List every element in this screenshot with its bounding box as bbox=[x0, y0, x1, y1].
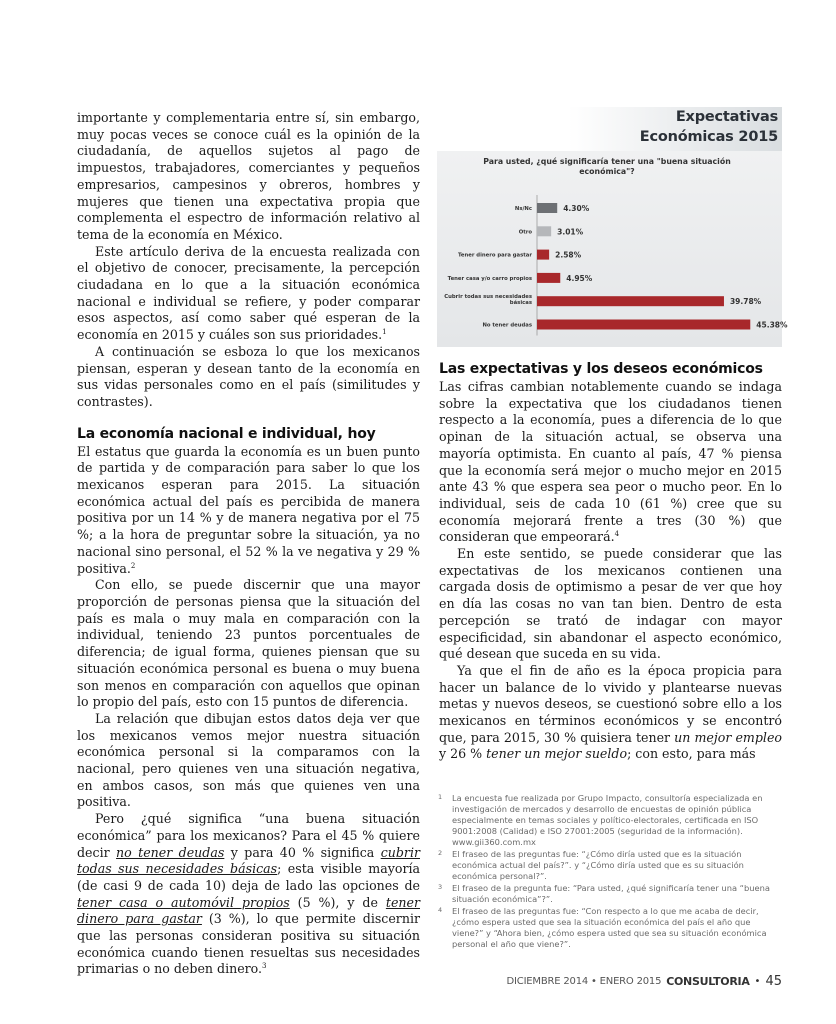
emphasis-text: no tener deudas bbox=[116, 844, 225, 860]
chart-bar bbox=[537, 273, 560, 283]
footnote-number: 1 bbox=[438, 793, 443, 801]
footnote-text: El fraseo de las preguntas fue: “¿Cómo diría usted que es la situación económica actual del país?”. y “¿Cómo diría usted que es su situación económica personal?”. bbox=[452, 849, 744, 881]
footnote-ref: 2 bbox=[130, 561, 136, 570]
footnote-ref: 4 bbox=[614, 530, 620, 539]
chart-value-label: 4.30% bbox=[563, 204, 590, 213]
footnote-ref: 1 bbox=[382, 327, 387, 336]
footnote-number: 2 bbox=[438, 849, 443, 857]
separator-bullet: • bbox=[754, 976, 761, 987]
left-column bbox=[77, 110, 420, 978]
paragraph bbox=[77, 577, 420, 711]
chart-value-label: 4.95% bbox=[566, 273, 593, 283]
emphasis-text: cubrir todas sus necesidades básicas bbox=[77, 844, 420, 877]
chart-bar bbox=[537, 296, 724, 306]
chart-value-label: 2.58% bbox=[555, 250, 582, 260]
footnote-text: El fraseo de las preguntas fue: “Con respecto a lo que me acaba de decir, ¿cómo espera usted que sea la situación económica del país el año que viene?” y “Ahora bien, ¿cómo espera usted que sea su situación económica personal el año que viene?”. bbox=[452, 906, 767, 949]
chart-category-label: No tener deudas bbox=[482, 322, 532, 329]
emphasis-text: un mejor empleo bbox=[674, 729, 782, 745]
paragraph-text: importante y complementaria entre sí, sin embargo, muy pocas veces se conoce cuál es la opinión de la ciudadanía, de aquellos sujetos al pago de impuestos, trabajadores, comerciantes y pequeños empresarios, campesinos y obreros, hombres y mujeres que tienen una expectativa propia que complementa el espectro de información relativo al tema de la economía en México. bbox=[77, 110, 420, 242]
chart-category-label: Tener dinero para gastar bbox=[457, 252, 532, 259]
emphasis-text: tener dinero para gastar bbox=[77, 894, 420, 927]
paragraph-text: ; esta visible mayoría (de casi 9 de cada 10) deja de lado las opciones de bbox=[77, 861, 420, 893]
paragraph-text: Las cifras cambian notablemente cuando se indaga sobre la expectativa que los ciudadanos tienen respecto a la economía, pues a diferencia de lo que opinan de la situación actual, se observa una mayoría optimista. En cuanto al país, 47 % piensa que la economía será mejor o mucho mejor en 2015 ante 43 % que espera sea peor o mucho peor. En lo individual, seis de cada 10 (61 %) cree que su economía mejorará frente a tres (30 %) que consideran que empeorará. bbox=[439, 379, 782, 545]
chart-title: Expectativas bbox=[675, 109, 778, 125]
chart-subtitle: Económicas 2015 bbox=[639, 129, 778, 145]
emphasis-text: tener casa o automóvil propios bbox=[77, 894, 290, 910]
paragraph bbox=[77, 711, 420, 811]
chart-value-label: 45.38% bbox=[756, 320, 788, 330]
page-footer bbox=[507, 974, 782, 989]
chart-question: Para usted, ¿qué significaría tener una "buena situación económica"? bbox=[483, 157, 731, 176]
paragraph-text: y para 40 % significa bbox=[224, 844, 381, 860]
page-number: 45 bbox=[765, 974, 782, 989]
paragraph-text: A continuación se esboza lo que los mexicanos piensan, esperan y desean tanto de la economía en sus vidas personales como en el país (similitudes y contrastes). bbox=[77, 343, 420, 409]
paragraph bbox=[77, 344, 420, 411]
footnotes bbox=[438, 793, 783, 951]
emphasis-text: tener un mejor sueldo bbox=[486, 746, 628, 762]
footnote-text: El fraseo de la pregunta fue: “Para usted, ¿qué significaría tener una “buena situación económica”?”. bbox=[452, 883, 770, 904]
chart-category-label: Ns/Nc bbox=[514, 206, 532, 212]
paragraph-text: La relación que dibujan estos datos deja ver que los mexicanos vemos mejor nuestra situación económica personal si la comparamos con la nacional, pero quienes ven una situación negativa, en ambos casos, son más que quienes ven una positiva. bbox=[77, 710, 420, 810]
paragraph bbox=[77, 244, 420, 344]
paragraph bbox=[439, 663, 782, 763]
footnote-ref: 3 bbox=[262, 962, 267, 971]
paragraph-text: y 26 % bbox=[439, 746, 487, 762]
section-heading: Las expectativas y los deseos económicos bbox=[439, 361, 763, 377]
chart-category-label: Cubrir todas sus necesidades básicas bbox=[444, 294, 532, 307]
chart-bar bbox=[537, 320, 750, 330]
chart-value-label: 39.78% bbox=[729, 297, 762, 307]
chart-category-label: Otro bbox=[518, 229, 532, 236]
paragraph bbox=[77, 811, 420, 978]
right-column bbox=[439, 360, 782, 763]
chart-header bbox=[437, 107, 782, 151]
footnote bbox=[438, 793, 783, 848]
footnote-number: 4 bbox=[438, 906, 443, 914]
paragraph bbox=[439, 546, 782, 663]
chart-bar bbox=[537, 226, 551, 236]
magazine-logo: CONSULTORIA bbox=[666, 975, 750, 988]
chart-svg bbox=[437, 151, 788, 347]
footnote-text: La encuesta fue realizada por Grupo Impacto, consultoría especializada en investigación de mercados y desarrollo de encuestas de opinión pública especialmente en temas sociales y político-electorales, certificada en ISO 9001:2008 (Calidad) e ISO 27001:2005 (seguridad de la información). www.gii360.com.mx bbox=[452, 793, 763, 847]
paragraph-text: En este sentido, se puede considerar que las expectativas de los mexicanos contienen una cargada dosis de optimismo a pesar de ver que hoy en día las cosas no van tan bien. Dentro de esta percepción se trató de indagar con mayor especificidad, sin abandonar el aspecto económico, qué desean que suceda en su vida. bbox=[439, 546, 782, 662]
paragraph bbox=[77, 110, 420, 244]
chart-bar bbox=[537, 250, 549, 260]
footnote bbox=[438, 849, 783, 882]
chart bbox=[437, 107, 788, 347]
paragraph-text: El estatus que guarda la economía es un buen punto de partida y de comparación para saber lo que los mexicanos esperan para 2015. La situación económica actual del país es percibida de manera positiva por un 14 % y de manera negativa por el 75 %; a la hora de preguntar sobre la situación, ya no nacional sino personal, el 52 % la ve negativa y 29 % positiva. bbox=[77, 443, 420, 576]
paragraph-text: (5 %), y de bbox=[289, 894, 386, 910]
footnote bbox=[438, 906, 783, 950]
paragraph-text: (3 %), lo que permite discernir que las personas consideran positiva su situación económica cuando tienen resueltas sus necesidades primarias o no deben dinero. bbox=[77, 911, 420, 977]
paragraph bbox=[77, 444, 420, 578]
section-heading: La economía nacional e individual, hoy bbox=[77, 425, 376, 442]
paragraph-text: Con ello, se puede discernir que una mayor proporción de personas piensa que la situación del país es mala o muy mala en comparación con la individual, teniendo 23 puntos porcentuales de diferencia; de igual forma, quienes piensan que su situación económica personal es buena o muy buena son menos en comparación con aquellos que opinan lo propio del país, esto con 15 puntos de diferencia. bbox=[77, 577, 420, 710]
paragraph bbox=[439, 379, 782, 546]
chart-bar bbox=[537, 203, 557, 213]
paragraph-text: Pero ¿qué significa “una buena situación económica” para los mexicanos? Para el 45 % quiere decir bbox=[77, 811, 420, 860]
footnote bbox=[438, 883, 783, 905]
paragraph-text: Ya que el fin de año es la época propicia para hacer un balance de lo vivido y plantearse nuevas metas y nuevos deseos, se cuestionó sobre ello a los mexicanos en términos económicos y se encontró que, para 2015, 30 % quisiera tener bbox=[439, 662, 782, 745]
paragraph-text: ; con esto, para más bbox=[627, 746, 756, 762]
chart-category-label: Tener casa y/o carro propios bbox=[447, 275, 532, 282]
paragraph-text: Este artículo deriva de la encuesta realizada con el objetivo de conocer, precisamente, la percepción ciudadana en lo que a la situación económica nacional e individual se refiere, y poder comparar esos aspectos, así como saber qué esperan de la economía en 2015 y cuáles son sus prioridades. bbox=[77, 243, 420, 343]
issue-date: DICIEMBRE 2014 • ENERO 2015 bbox=[506, 976, 662, 987]
footnote-number: 3 bbox=[438, 883, 443, 891]
chart-value-label: 3.01% bbox=[557, 227, 584, 237]
